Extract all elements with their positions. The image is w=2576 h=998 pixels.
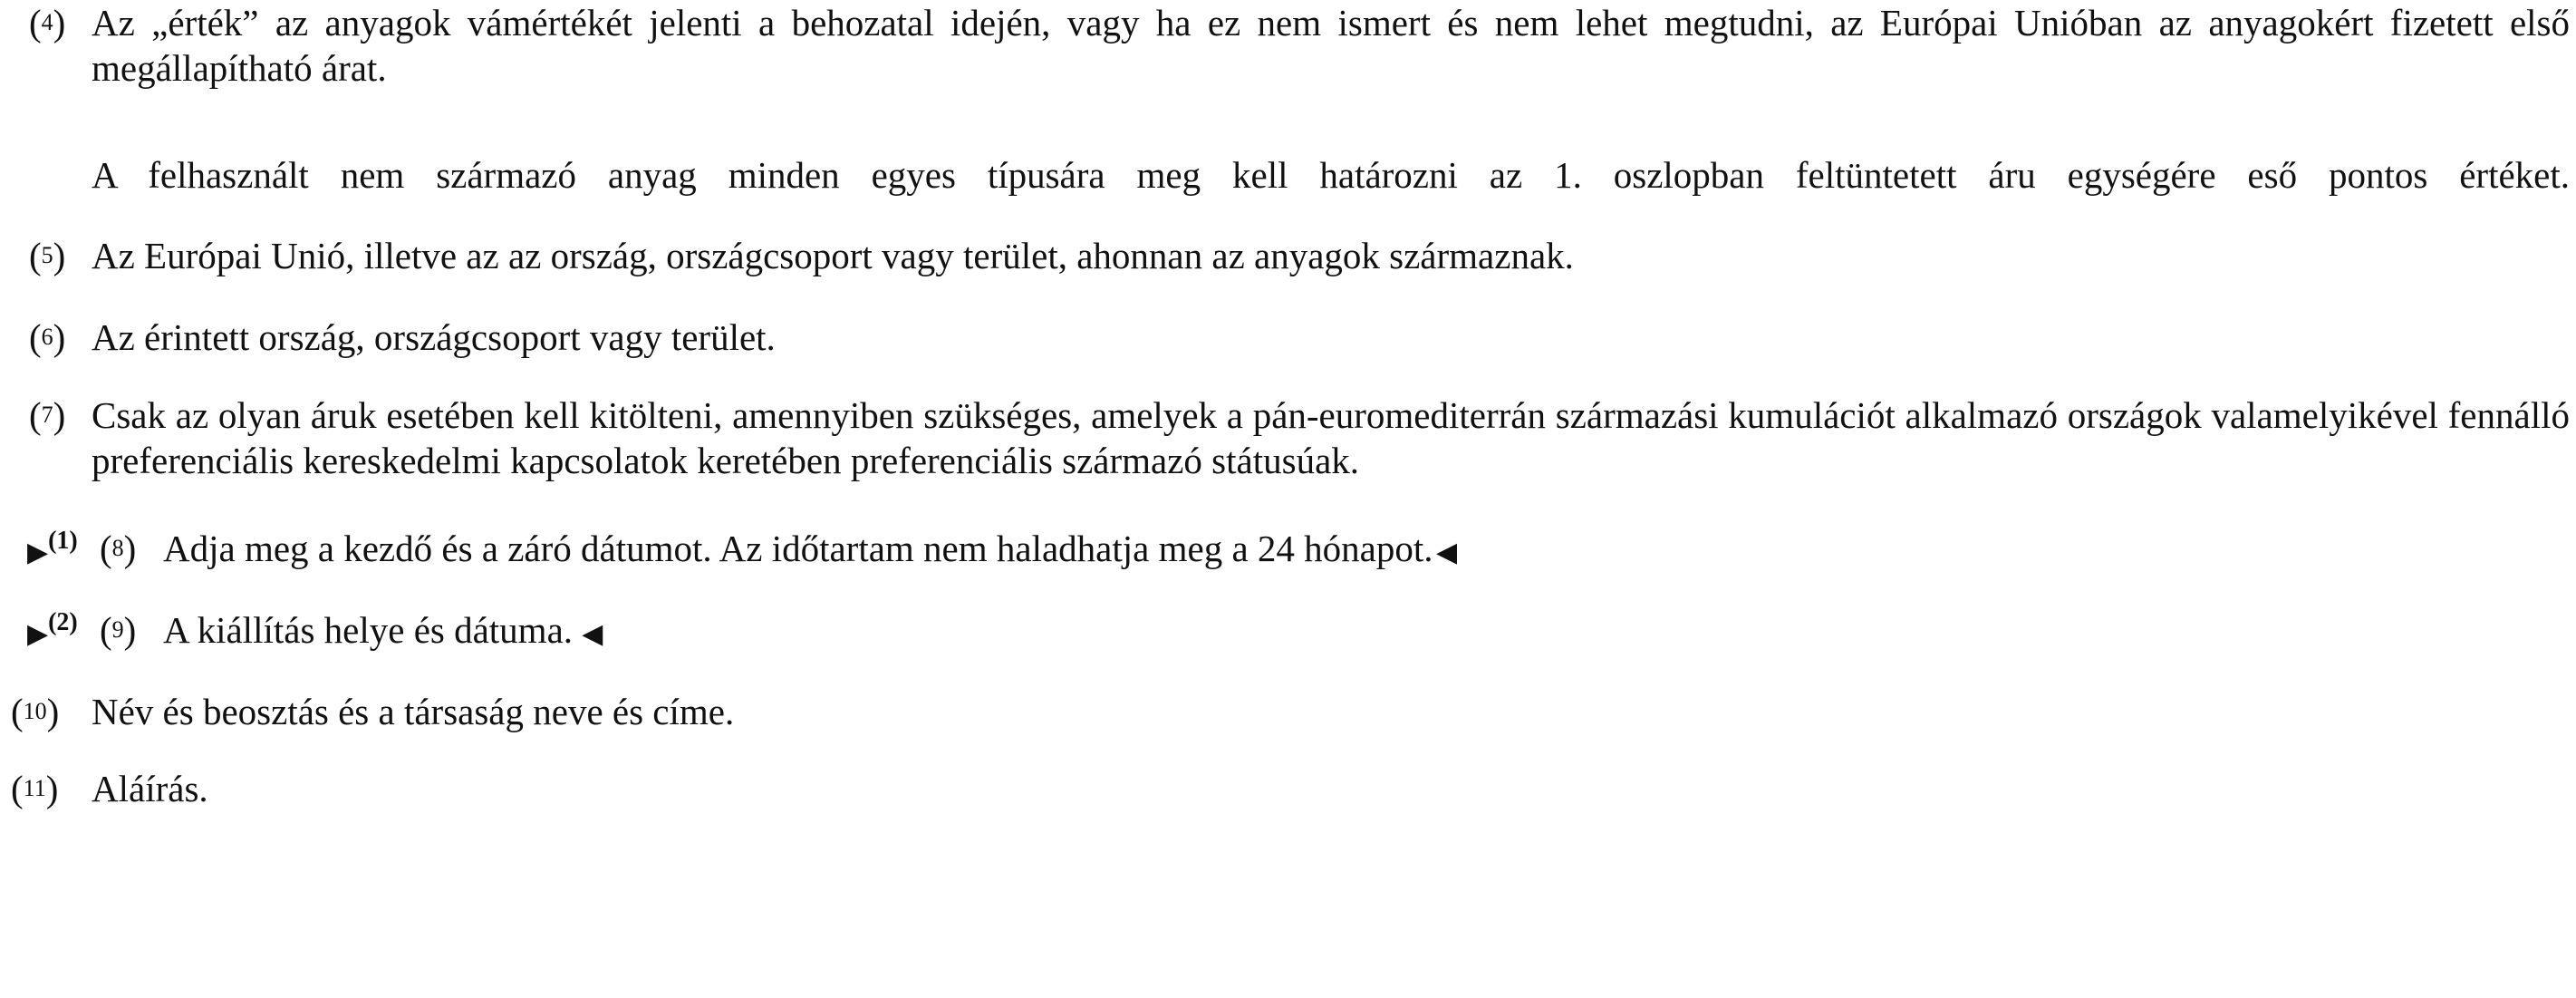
footnote-text: A felhasznált nem származó anyag minden egyes típusára meg kell határozni az 1. oszlopban feltüntetett áru egységére eső pontos értéket. — [92, 154, 2570, 196]
footnote-number: ($^7$) — [29, 394, 66, 436]
footnote-6 — [0, 315, 2576, 360]
footnote-text: Név és beosztás és a társaság neve és címe. — [92, 691, 735, 732]
footnote-number: ($^5$) — [29, 235, 66, 276]
footnote-text: Aláírás. — [92, 768, 208, 809]
amendment-end-icon: ◀ — [582, 619, 603, 649]
footnote-4-paragraph-2 — [0, 152, 2576, 198]
footnote-text: A kiállítás helye és dátuma. ◀ — [163, 609, 603, 651]
amendment-reference: (1) — [48, 527, 78, 555]
footnote-number: ($^6$) — [29, 316, 66, 358]
footnote-10 — [0, 689, 2576, 734]
amendment-marker — [27, 526, 78, 577]
footnote-number: ($^8$) — [100, 528, 137, 569]
amendment-reference: (2) — [48, 608, 78, 636]
footnote-number: ($^4$) — [29, 2, 66, 44]
footnote-8 — [0, 526, 2576, 571]
footnote-4 — [0, 0, 2576, 91]
footnote-text: Az Európai Unió, illetve az az ország, országcsoport vagy terület, ahonnan az anyagok származnak. — [92, 235, 1574, 276]
footnote-number: ($^{10}$) — [11, 691, 60, 732]
footnote-text: Csak az olyan áruk esetében kell kitölteni, amennyiben szükséges, amelyek a pán-euromediterrán származási kumulációt alkalmazó országok valamelyikével fennálló preferenciális kereskedelmi kapcsolatok keretében preferenciális származó státusúak. — [92, 394, 2570, 481]
footnote-number: ($^9$) — [100, 609, 137, 651]
amendment-marker — [27, 607, 78, 658]
footnote-9 — [0, 607, 2576, 653]
footnote-7 — [0, 392, 2576, 483]
amendment-start-icon: ▶ — [27, 538, 49, 567]
footnote-5 — [0, 233, 2576, 278]
amendment-end-icon: ◀ — [1435, 538, 1458, 567]
footnote-text: Az érintett ország, országcsoport vagy terület. — [92, 316, 776, 358]
amendment-start-icon: ▶ — [27, 619, 49, 649]
footnote-text: Az „érték” az anyagok vámértékét jelenti a behozatal idején, vagy ha ez nem ismert és nem lehet megtudni, az Európai Unióban az anyagokért fizetett első megállapítható árat. — [92, 2, 2570, 89]
footnote-number: ($^{11}$) — [11, 768, 59, 809]
footnote-text: Adja meg a kezdő és a záró dátumot. Az időtartam nem haladhatja meg a 24 hónapot. ◀ — [163, 528, 1458, 569]
footnote-11 — [0, 766, 2576, 811]
